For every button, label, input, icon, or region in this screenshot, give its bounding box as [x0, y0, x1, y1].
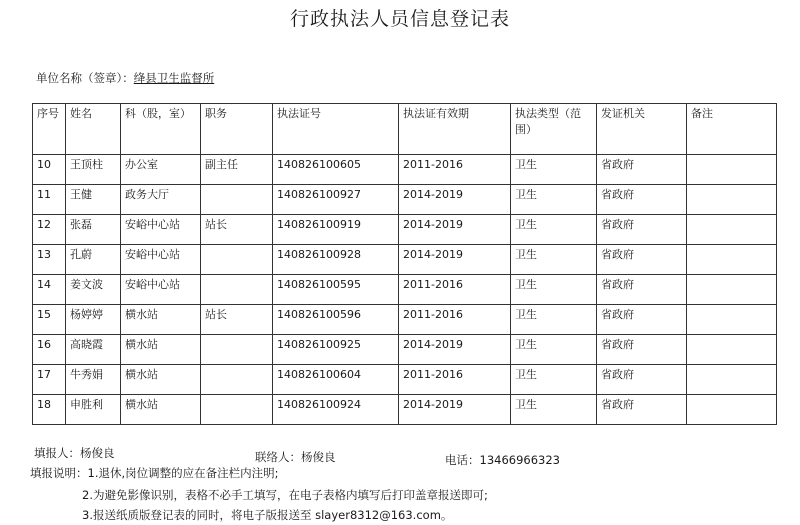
cell-license-number: 140826100595	[273, 275, 399, 305]
cell-license-validity: 2011-2016	[399, 275, 511, 305]
cell-license-validity: 2011-2016	[399, 155, 511, 185]
cell-remarks	[687, 245, 777, 275]
cell-license-validity: 2011-2016	[399, 365, 511, 395]
table-header-row	[33, 104, 777, 155]
cell-position	[201, 395, 273, 425]
table-row	[33, 245, 777, 275]
cell-remarks	[687, 275, 777, 305]
cell-index: 13	[33, 245, 66, 275]
cell-name: 姜文波	[66, 275, 121, 305]
cell-enforcement-type: 卫生	[511, 395, 597, 425]
table-row	[33, 215, 777, 245]
cell-position	[201, 245, 273, 275]
cell-index: 12	[33, 215, 66, 245]
cell-department: 政务大厅	[121, 185, 201, 215]
cell-remarks	[687, 215, 777, 245]
filler-text: 填报人：杨俊良	[34, 446, 115, 460]
table-row	[33, 185, 777, 215]
cell-position: 站长	[201, 305, 273, 335]
unit-value: 绛县卫生监督所	[133, 71, 215, 85]
cell-index: 10	[33, 155, 66, 185]
cell-name: 孔蔚	[66, 245, 121, 275]
header-position: 职务	[201, 104, 273, 155]
cell-index: 15	[33, 305, 66, 335]
cell-remarks	[687, 305, 777, 335]
cell-position: 站长	[201, 215, 273, 245]
cell-department: 横水站	[121, 305, 201, 335]
cell-position: 副主任	[201, 155, 273, 185]
cell-department: 横水站	[121, 335, 201, 365]
header-license-validity: 执法证有效期	[399, 104, 511, 155]
note-3: 3.报送纸质版登记表的同时，将电子版报送至 slayer8312@163.com。	[82, 508, 453, 522]
header-department: 科（股，室）	[121, 104, 201, 155]
cell-position	[201, 365, 273, 395]
cell-department: 办公室	[121, 155, 201, 185]
registration-table	[32, 103, 777, 425]
header-remarks: 备注	[687, 104, 777, 155]
cell-remarks	[687, 365, 777, 395]
table-row	[33, 155, 777, 185]
cell-index: 18	[33, 395, 66, 425]
cell-department: 横水站	[121, 365, 201, 395]
cell-license-number: 140826100924	[273, 395, 399, 425]
cell-enforcement-type: 卫生	[511, 185, 597, 215]
table-row	[33, 395, 777, 425]
cell-index: 17	[33, 365, 66, 395]
cell-name: 张磊	[66, 215, 121, 245]
header-enforcement-type: 执法类型（范围）	[511, 104, 597, 155]
cell-license-number: 140826100925	[273, 335, 399, 365]
note-1: 填报说明：1.退休,岗位调整的应在备注栏内注明;	[30, 466, 279, 480]
cell-enforcement-type: 卫生	[511, 365, 597, 395]
contact-text: 联络人：杨俊良	[255, 450, 336, 464]
page-title: 行政执法人员信息登记表	[289, 8, 510, 30]
cell-license-validity: 2014-2019	[399, 245, 511, 275]
header-issuing-authority: 发证机关	[597, 104, 687, 155]
table-row	[33, 365, 777, 395]
table-row	[33, 305, 777, 335]
cell-issuing-authority: 省政府	[597, 185, 687, 215]
cell-enforcement-type: 卫生	[511, 155, 597, 185]
cell-enforcement-type: 卫生	[511, 305, 597, 335]
cell-issuing-authority: 省政府	[597, 305, 687, 335]
cell-position	[201, 185, 273, 215]
cell-remarks	[687, 185, 777, 215]
cell-license-number: 140826100927	[273, 185, 399, 215]
cell-name: 申胜利	[66, 395, 121, 425]
unit-line	[36, 70, 214, 86]
cell-issuing-authority: 省政府	[597, 215, 687, 245]
cell-remarks	[687, 395, 777, 425]
cell-position	[201, 335, 273, 365]
cell-issuing-authority: 省政府	[597, 395, 687, 425]
cell-license-validity: 2014-2019	[399, 185, 511, 215]
cell-issuing-authority: 省政府	[597, 155, 687, 185]
phone-text: 电话：13466966323	[445, 453, 560, 467]
cell-license-number: 140826100605	[273, 155, 399, 185]
cell-remarks	[687, 335, 777, 365]
cell-position	[201, 275, 273, 305]
cell-department: 安峪中心站	[121, 275, 201, 305]
cell-issuing-authority: 省政府	[597, 275, 687, 305]
cell-name: 王顶柱	[66, 155, 121, 185]
table-row	[33, 335, 777, 365]
cell-index: 11	[33, 185, 66, 215]
cell-license-validity: 2014-2019	[399, 215, 511, 245]
cell-enforcement-type: 卫生	[511, 245, 597, 275]
unit-label: 单位名称（签章）：	[36, 71, 134, 85]
cell-index: 14	[33, 275, 66, 305]
cell-enforcement-type: 卫生	[511, 335, 597, 365]
header-license-number: 执法证号	[273, 104, 399, 155]
cell-license-number: 140826100604	[273, 365, 399, 395]
cell-license-number: 140826100928	[273, 245, 399, 275]
cell-license-validity: 2014-2019	[399, 395, 511, 425]
table-row	[33, 275, 777, 305]
cell-name: 高晓霞	[66, 335, 121, 365]
note-2: 2.为避免影像识别，表格不必手工填写，在电子表格内填写后打印盖章报送即可;	[82, 488, 488, 502]
cell-name: 王健	[66, 185, 121, 215]
header-index: 序号	[33, 104, 66, 155]
cell-license-validity: 2014-2019	[399, 335, 511, 365]
cell-department: 安峪中心站	[121, 215, 201, 245]
cell-department: 横水站	[121, 395, 201, 425]
cell-department: 安峪中心站	[121, 245, 201, 275]
cell-index: 16	[33, 335, 66, 365]
header-name: 姓名	[66, 104, 121, 155]
cell-name: 杨婷婷	[66, 305, 121, 335]
cell-remarks	[687, 155, 777, 185]
cell-issuing-authority: 省政府	[597, 245, 687, 275]
cell-name: 牛秀娟	[66, 365, 121, 395]
cell-license-number: 140826100919	[273, 215, 399, 245]
cell-license-number: 140826100596	[273, 305, 399, 335]
cell-issuing-authority: 省政府	[597, 365, 687, 395]
cell-issuing-authority: 省政府	[597, 335, 687, 365]
cell-enforcement-type: 卫生	[511, 275, 597, 305]
cell-license-validity: 2011-2016	[399, 305, 511, 335]
cell-enforcement-type: 卫生	[511, 215, 597, 245]
